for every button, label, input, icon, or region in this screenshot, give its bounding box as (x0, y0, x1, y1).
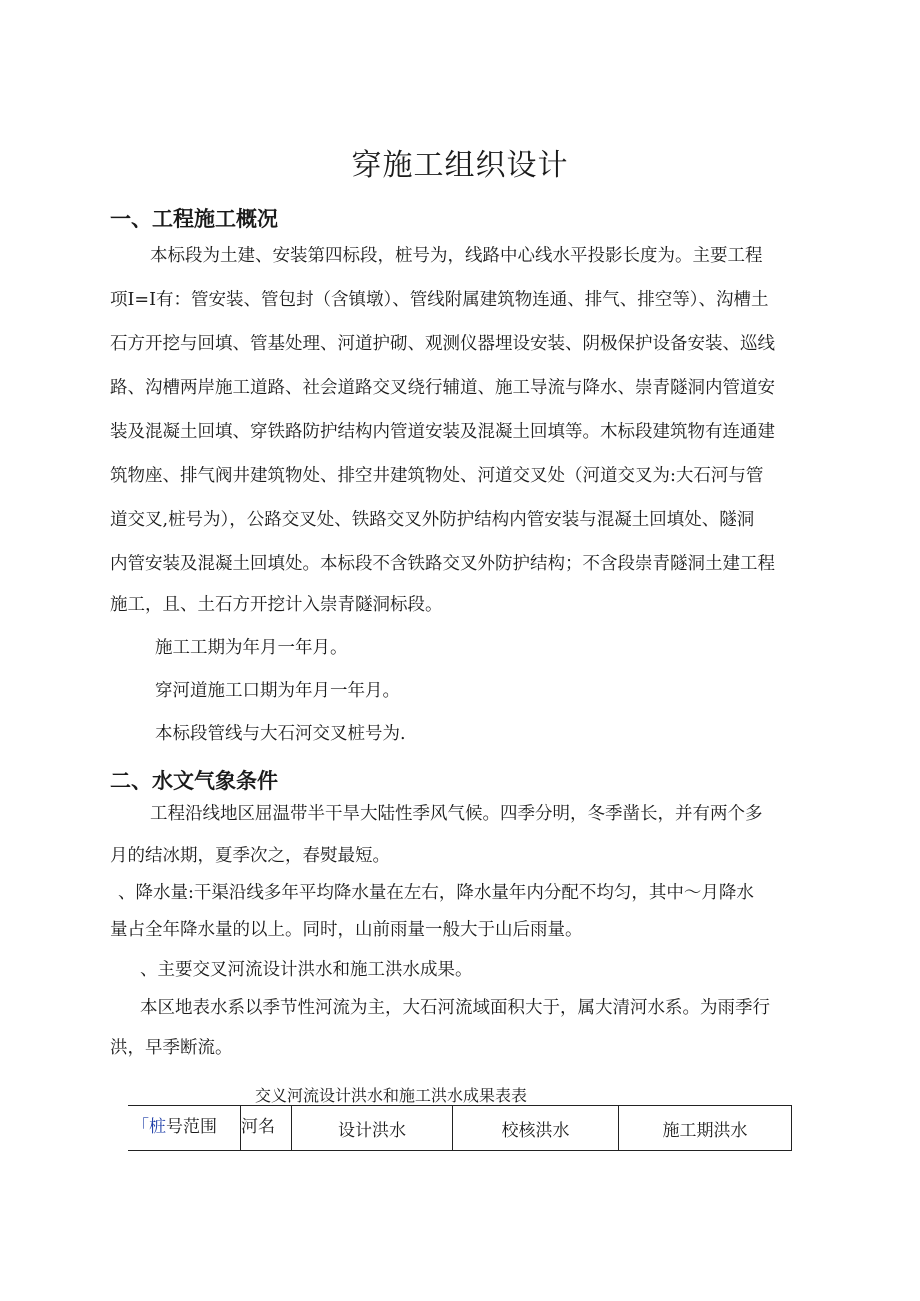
paragraph-line: 本标段管线与大石河交叉桩号为. (155, 724, 406, 744)
header-cell-river-name: 河名 (241, 1106, 292, 1151)
header-cell-construction-flood: 施工期洪水 (619, 1106, 792, 1151)
paragraph-line: 石方开挖与回填、管基处理、河道护砌、观测仪器埋设安装、阴极保护设备安装、巡线 (110, 334, 775, 354)
header-cell-design-flood: 设计洪水 (292, 1106, 453, 1151)
paragraph-line: 工程沿线地区屈温带半干旱大陆性季风气候。四季分明，冬季凿长，并有两个多 (150, 804, 763, 824)
paragraph-line: 穿河道施工口期为年月一年月。 (155, 681, 400, 701)
paragraph-line: 施工工期为年月一年月。 (155, 638, 348, 658)
paragraph-line: 洪，早季断流。 (110, 1038, 233, 1058)
paragraph-line: 施工，且、土石方开挖计入崇青隧洞标段。 (110, 595, 443, 615)
paragraph-line: 本标段为土建、安装第四标段，桩号为，线路中心线水平投影长度为。主要工程 (150, 246, 763, 266)
paragraph-line: 、主要交叉河流设计洪水和施工洪水成果。 (140, 960, 473, 980)
table-caption: 交义河流设计洪水和施工洪水成果表表 (255, 1086, 528, 1105)
table-header-row (128, 1106, 792, 1151)
section-heading-overview: 一、工程施工概况 (110, 207, 278, 231)
flood-results-table (128, 1105, 792, 1151)
header-bracket: 「 (132, 1117, 149, 1137)
paragraph-line: 路、沟槽两岸施工道路、社会道路交叉绕行辅道、施工导流与降水、崇青隧洞内管道安 (110, 378, 775, 398)
header-cell-check-flood: 校核洪水 (453, 1106, 619, 1151)
document-title: 穿施工组织设计 (351, 148, 569, 183)
paragraph-line: 、降水量:干渠沿线多年平均降水量在左右，降水量年内分配不均匀，其中～月降水 (118, 883, 754, 903)
paragraph-line: 道交叉,桩号为），公路交叉处、铁路交叉外防护结构内管安装与混凝土回填处、隧洞 (110, 510, 755, 530)
paragraph-line: 项I=I有：管安装、管包封（含镇墩）、管线附属建筑物连通、排气、排空等）、沟槽土 (110, 290, 769, 310)
header-text: 号范围 (166, 1117, 217, 1137)
section-heading-hydrology: 二、水文气象条件 (110, 769, 278, 793)
paragraph-line: 内管安装及混凝土回填处。本标段不含铁路交叉外防护结构；不含段崇青隧洞土建工程 (110, 554, 775, 574)
header-cell-chainage-range (128, 1106, 241, 1151)
header-text-blue: 桩 (149, 1117, 166, 1137)
paragraph-line: 月的结冰期，夏季次之，春熨最短。 (110, 846, 390, 866)
paragraph-line: 筑物座、排气阀井建筑物处、排空井建筑物处、河道交叉处（河道交叉为:大石河与管 (110, 466, 764, 486)
paragraph-line: 装及混凝土回填、穿铁路防护结构内管道安装及混凝土回填等。木标段建筑物有连通建 (110, 422, 775, 442)
paragraph-line: 本区地表水系以季节性河流为主，大石河流域面积大于，属大清河水系。为雨季行 (140, 998, 770, 1018)
paragraph-line: 量占全年降水量的以上。同时，山前雨量一般大于山后雨量。 (110, 920, 583, 940)
